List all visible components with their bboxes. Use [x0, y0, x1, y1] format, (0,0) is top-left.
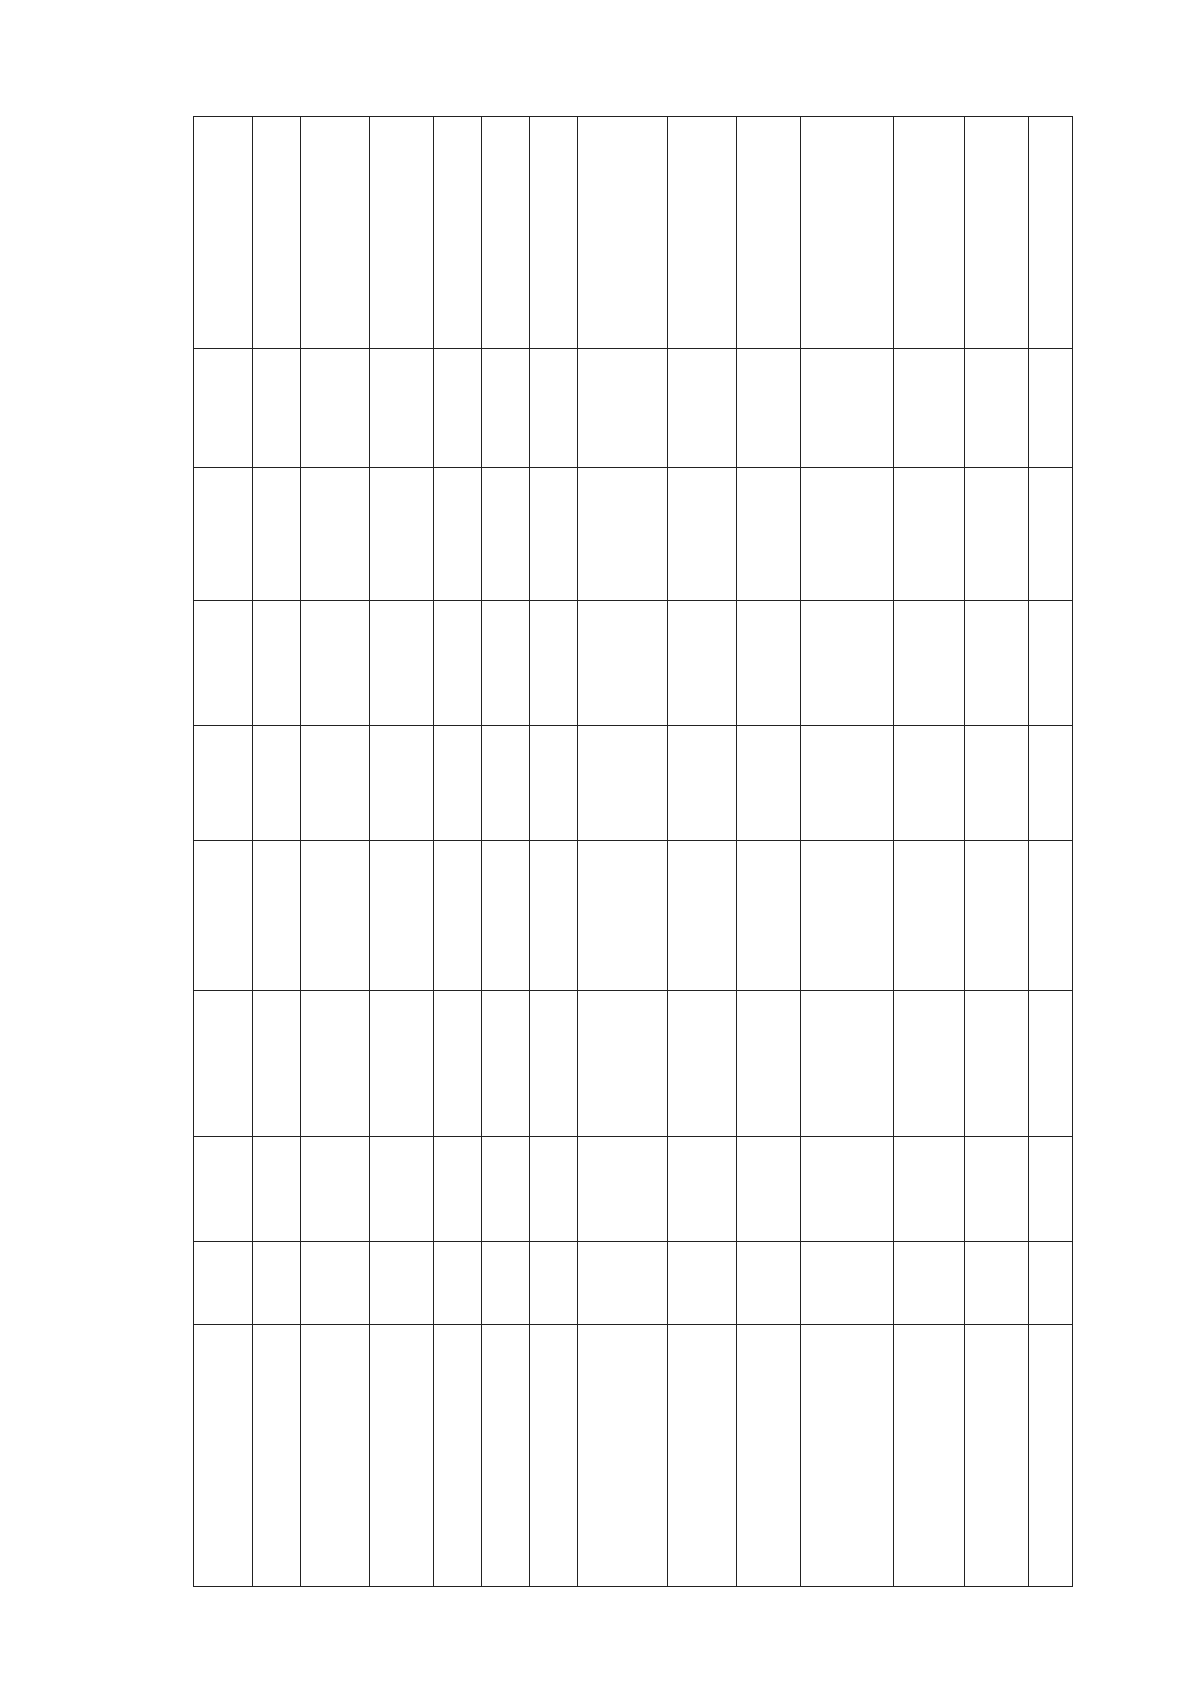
mark-cell — [529, 117, 577, 349]
row-code — [577, 1242, 668, 1325]
mark-cell — [893, 841, 964, 991]
mark-cell — [369, 349, 433, 468]
row-description — [529, 1325, 577, 1587]
row-unit — [801, 1137, 894, 1242]
mark-cell — [529, 468, 577, 601]
row-unit — [965, 1137, 1029, 1242]
mark-cell — [369, 726, 433, 841]
mark-cell — [801, 841, 894, 991]
mark-cell — [433, 349, 481, 468]
mark-cell — [737, 349, 801, 468]
mark-cell — [893, 117, 964, 349]
table-row — [194, 117, 253, 1587]
mark-cell — [300, 468, 369, 601]
mark-cell — [1029, 468, 1073, 601]
mark-cell — [577, 349, 668, 468]
mark-cell — [194, 841, 253, 991]
row-unit — [577, 1137, 668, 1242]
row-unit — [300, 1137, 369, 1242]
table-row — [433, 117, 481, 1587]
row-code — [481, 1242, 529, 1325]
mark-cell — [481, 601, 529, 726]
mark-cell — [194, 601, 253, 726]
mark-cell — [433, 841, 481, 991]
row-code — [433, 1242, 481, 1325]
mark-cell — [481, 841, 529, 991]
mark-cell — [668, 117, 737, 349]
row-code — [194, 1242, 253, 1325]
row-code — [1029, 1242, 1073, 1325]
mark-cell — [668, 726, 737, 841]
mark-cell — [300, 117, 369, 349]
mark-cell — [300, 726, 369, 841]
row-description — [433, 1325, 481, 1587]
mark-cell — [893, 601, 964, 726]
table-row — [369, 117, 433, 1587]
mark-cell — [965, 117, 1029, 349]
mark-cell — [529, 349, 577, 468]
mark-cell — [893, 991, 964, 1137]
mark-cell — [433, 726, 481, 841]
mark-cell — [801, 601, 894, 726]
mark-cell — [1029, 841, 1073, 991]
mark-cell — [252, 841, 300, 991]
row-unit — [737, 1137, 801, 1242]
table-row — [668, 117, 737, 1587]
mark-cell — [577, 726, 668, 841]
table-row — [965, 117, 1029, 1587]
table-row — [801, 117, 894, 1587]
mark-cell — [529, 841, 577, 991]
mark-cell — [529, 726, 577, 841]
mark-cell — [801, 468, 894, 601]
table-row — [577, 117, 668, 1587]
mark-cell — [577, 601, 668, 726]
mark-cell — [965, 841, 1029, 991]
mark-cell — [737, 117, 801, 349]
row-code — [668, 1242, 737, 1325]
mark-cell — [577, 991, 668, 1137]
mark-cell — [252, 726, 300, 841]
mark-cell — [801, 726, 894, 841]
table-row — [529, 117, 577, 1587]
mark-cell — [481, 349, 529, 468]
mark-cell — [369, 468, 433, 601]
table-row — [1029, 117, 1073, 1587]
mark-cell — [737, 601, 801, 726]
table-row — [737, 117, 801, 1587]
row-description — [737, 1325, 801, 1587]
row-unit — [369, 1137, 433, 1242]
mark-cell — [668, 991, 737, 1137]
mark-cell — [1029, 601, 1073, 726]
table-row — [893, 117, 964, 1587]
row-code — [529, 1242, 577, 1325]
row-code — [369, 1242, 433, 1325]
mark-cell — [668, 468, 737, 601]
mark-cell — [481, 726, 529, 841]
row-code — [801, 1242, 894, 1325]
row-description — [668, 1325, 737, 1587]
mark-cell — [194, 349, 253, 468]
mark-cell — [801, 349, 894, 468]
row-description — [577, 1325, 668, 1587]
mark-cell — [965, 601, 1029, 726]
mark-cell — [481, 117, 529, 349]
mark-cell — [252, 117, 300, 349]
row-unit — [481, 1137, 529, 1242]
mark-cell — [1029, 726, 1073, 841]
table-row — [300, 117, 369, 1587]
row-code — [300, 1242, 369, 1325]
mark-cell — [529, 601, 577, 726]
mark-cell — [300, 349, 369, 468]
row-unit — [194, 1137, 253, 1242]
mark-cell — [1029, 349, 1073, 468]
mark-cell — [433, 991, 481, 1137]
mark-cell — [965, 726, 1029, 841]
mark-cell — [194, 726, 253, 841]
mark-cell — [529, 991, 577, 1137]
mark-cell — [1029, 991, 1073, 1137]
row-unit — [252, 1137, 300, 1242]
mark-cell — [965, 468, 1029, 601]
table-row — [252, 117, 300, 1587]
row-code — [737, 1242, 801, 1325]
row-unit — [433, 1137, 481, 1242]
mark-cell — [801, 991, 894, 1137]
row-description — [481, 1325, 529, 1587]
data-table — [193, 116, 1073, 1587]
mark-cell — [252, 349, 300, 468]
mark-cell — [300, 601, 369, 726]
mark-cell — [737, 726, 801, 841]
mark-cell — [300, 991, 369, 1137]
row-code — [965, 1242, 1029, 1325]
row-unit — [668, 1137, 737, 1242]
mark-cell — [252, 601, 300, 726]
mark-cell — [252, 468, 300, 601]
table-row — [481, 117, 529, 1587]
mark-cell — [893, 349, 964, 468]
mark-cell — [893, 726, 964, 841]
mark-cell — [369, 601, 433, 726]
row-description — [300, 1325, 369, 1587]
row-code — [893, 1242, 964, 1325]
row-description — [965, 1325, 1029, 1587]
mark-cell — [194, 117, 253, 349]
mark-cell — [668, 841, 737, 991]
mark-cell — [965, 349, 1029, 468]
mark-cell — [369, 841, 433, 991]
mark-cell — [369, 991, 433, 1137]
mark-cell — [369, 117, 433, 349]
mark-cell — [1029, 117, 1073, 349]
mark-cell — [194, 468, 253, 601]
page-number — [78, 820, 108, 850]
mark-cell — [433, 117, 481, 349]
row-description — [252, 1325, 300, 1587]
row-description — [893, 1325, 964, 1587]
mark-cell — [577, 117, 668, 349]
row-unit — [1029, 1137, 1073, 1242]
row-description — [369, 1325, 433, 1587]
mark-cell — [481, 468, 529, 601]
row-description — [1029, 1325, 1073, 1587]
mark-cell — [577, 468, 668, 601]
row-unit — [893, 1137, 964, 1242]
mark-cell — [433, 601, 481, 726]
mark-cell — [194, 991, 253, 1137]
table-container — [193, 117, 1073, 1587]
mark-cell — [668, 601, 737, 726]
mark-cell — [300, 841, 369, 991]
mark-cell — [433, 468, 481, 601]
mark-cell — [668, 349, 737, 468]
row-description — [801, 1325, 894, 1587]
mark-cell — [801, 117, 894, 349]
row-code — [252, 1242, 300, 1325]
row-description — [194, 1325, 253, 1587]
row-unit — [529, 1137, 577, 1242]
mark-cell — [737, 841, 801, 991]
mark-cell — [737, 991, 801, 1137]
mark-cell — [965, 991, 1029, 1137]
mark-cell — [252, 991, 300, 1137]
mark-cell — [737, 468, 801, 601]
mark-cell — [577, 841, 668, 991]
mark-cell — [481, 991, 529, 1137]
mark-cell — [893, 468, 964, 601]
